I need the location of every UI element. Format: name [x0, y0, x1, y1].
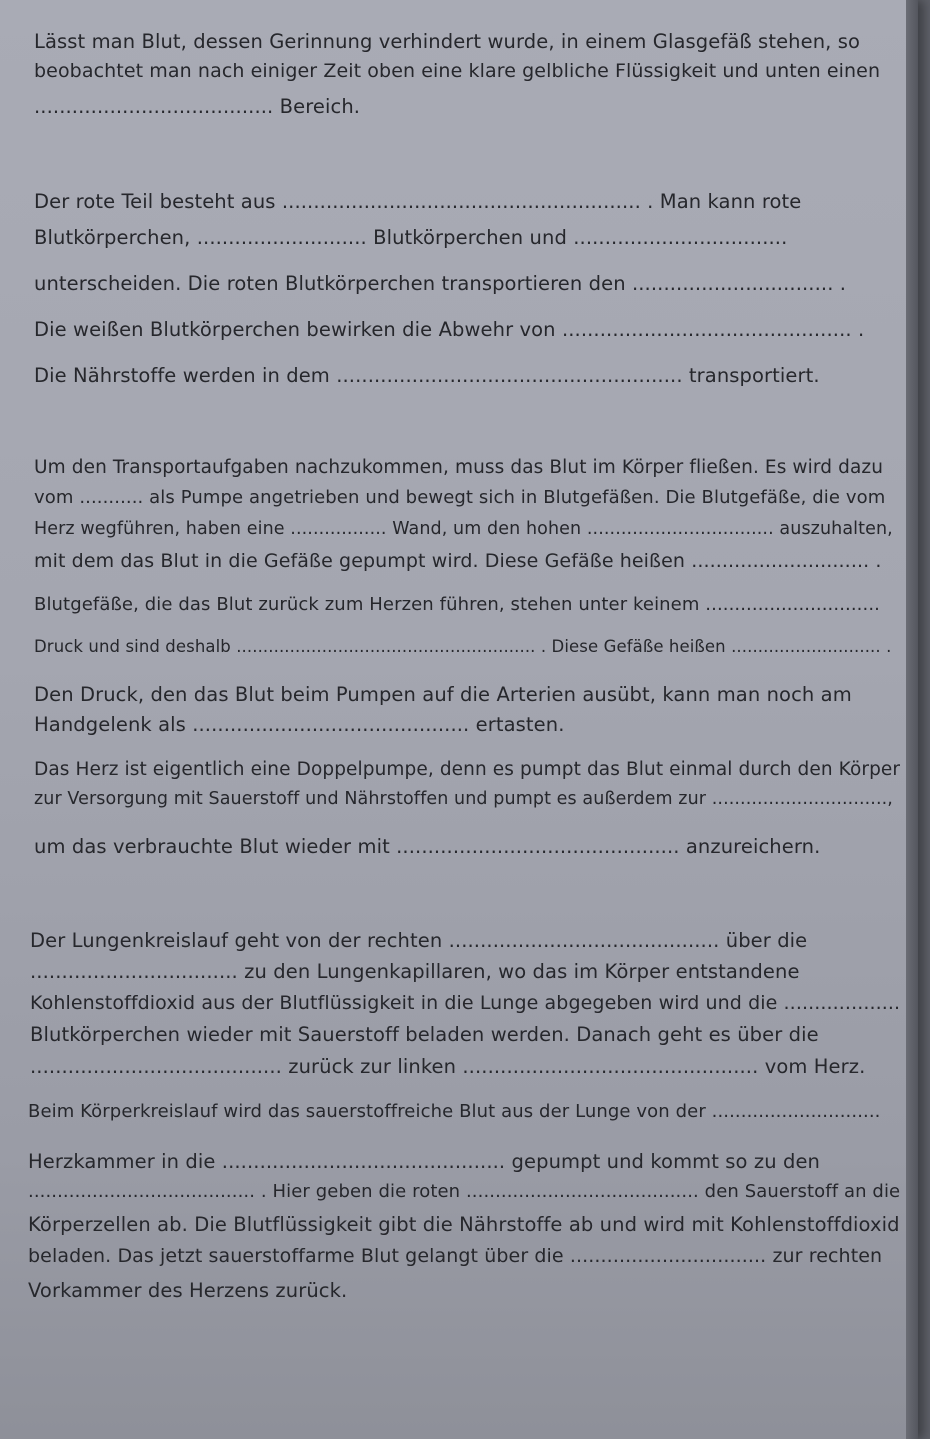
text-line: Herzkammer in die ............................................. gepumpt und kommt so zu den: [28, 1150, 821, 1173]
text-line: Den Druck, den das Blut beim Pumpen auf die Arterien ausübt, kann man noch am: [34, 683, 852, 706]
text-line: Beim Körperkreislauf wird das sauerstoffreiche Blut aus der Lunge von der .............................: [28, 1101, 881, 1122]
text-line: ...................................... Bereich.: [34, 95, 361, 118]
page-edge-shadow: [906, 0, 918, 1439]
text-line: Das Herz ist eigentlich eine Doppelpumpe, denn es pumpt das Blut einmal durch den Körper: [34, 759, 901, 780]
text-line: vom ........... als Pumpe angetrieben und bewegt sich in Blutgefäßen. Die Blutgefäße, die vom: [34, 487, 886, 508]
text-line: unterscheiden. Die roten Blutkörperchen transportieren den ................................ .: [34, 272, 847, 295]
text-line: Herz wegführen, haben eine ................. Wand, um den hohen ................................. auszuhalten,: [34, 519, 893, 539]
text-line: um das verbrauchte Blut wieder mit ............................................. anzureichern.: [34, 835, 821, 858]
text-line: Um den Transportaufgaben nachzukommen, muss das Blut im Körper fließen. Es wird dazu: [34, 457, 884, 478]
text-line: ................................. zu den Lungenkapillaren, wo das im Körper entstandene: [30, 960, 800, 983]
text-line: beobachtet man nach einiger Zeit oben eine klare gelbliche Flüssigkeit und unten einen: [34, 60, 881, 82]
text-line: ........................................ zurück zur linken ............................................... vom Herz.: [30, 1055, 866, 1078]
text-line: mit dem das Blut in die Gefäße gepumpt wird. Diese Gefäße heißen ............................. .: [34, 550, 882, 572]
text-line: Blutkörperchen, ........................... Blutkörperchen und ..................................: [34, 226, 788, 249]
text-line: Handgelenk als ............................................ ertasten.: [34, 713, 565, 736]
text-line: Der rote Teil besteht aus ......................................................... . Man kann rote: [34, 190, 802, 213]
text-line: ....................................... . Hier geben die roten ........................................ den Sauerstoff an die: [28, 1181, 901, 1202]
text-line: Körperzellen ab. Die Blutflüssigkeit gibt die Nährstoffe ab und wird mit Kohlenstoffdioxid: [28, 1213, 900, 1236]
text-line: Lässt man Blut, dessen Gerinnung verhindert wurde, in einem Glasgefäß stehen, so: [34, 30, 861, 53]
text-line: Der Lungenkreislauf geht von der rechten ........................................... über die: [30, 929, 808, 952]
text-line: Die Nährstoffe werden in dem ....................................................... transportiert.: [34, 364, 820, 387]
text-line: Die weißen Blutkörperchen bewirken die Abwehr von .............................................. .: [34, 318, 865, 341]
text-line: beladen. Das jetzt sauerstoffarme Blut gelangt über die ................................ zur rechten: [28, 1245, 883, 1267]
text-line: Blutkörperchen wieder mit Sauerstoff beladen werden. Danach geht es über die: [30, 1023, 819, 1046]
text-line: Blutgefäße, die das Blut zurück zum Herzen führen, stehen unter keinem ..............................: [34, 594, 880, 615]
text-line: zur Versorgung mit Sauerstoff und Nährstoffen und pumpt es außerdem zur ...............................,: [34, 789, 893, 809]
text-line: Kohlenstoffdioxid aus der Blutflüssigkeit in die Lunge abgegeben wird und die ...................: [30, 992, 901, 1014]
text-line: Druck und sind deshalb ........................................................ . Diese Gefäße heißen ............................ .: [34, 637, 892, 656]
text-line: Vorkammer des Herzens zurück.: [28, 1279, 348, 1302]
